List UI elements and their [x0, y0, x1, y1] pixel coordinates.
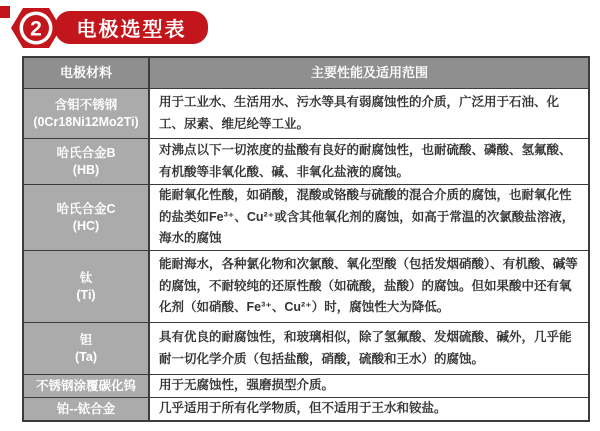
table-row	[24, 88, 588, 138]
table-row	[24, 138, 588, 184]
material-name: 含钼不锈钢	[54, 97, 118, 112]
material-subtitle: (HC)	[72, 218, 100, 233]
description-text: 能耐海水，各种氯化物和次氯酸、氧化型酸（包括发烟硝酸）、有机酸、碱等的腐蚀，不耐较纯的还原性酸（如硫酸，盐酸）的腐蚀。但如果酸中还有氧化剂（如硝酸、Fe³⁺、Cu²⁺）时，腐蚀性大为降低。	[159, 257, 578, 315]
table-row	[24, 322, 588, 374]
electrode-selection-table	[22, 56, 590, 422]
material-cell	[24, 323, 150, 374]
description-cell	[150, 89, 588, 138]
material-name: 钛	[79, 270, 93, 285]
material-name: 钽	[79, 332, 93, 347]
material-subtitle: (Ta)	[75, 349, 97, 364]
description-cell	[150, 185, 588, 250]
header-performance	[150, 58, 588, 88]
table-row	[24, 250, 588, 322]
title-banner	[55, 11, 208, 44]
material-cell	[24, 139, 150, 184]
material-cell	[24, 89, 150, 138]
table-header-row	[24, 58, 588, 88]
table-row	[24, 397, 588, 420]
description-text: 对沸点以下一切浓度的盐酸有良好的耐腐蚀性，也耐硫酸、磷酸、氢氟酸、有机酸等非氧化酸、碱、非氧化盐液的腐蚀。	[159, 143, 572, 179]
material-name: 哈氏合金B	[56, 145, 116, 160]
description-text: 用于工业水、生活用水、污水等具有弱腐蚀性的介质，广泛用于石油、化工、尿素、维尼纶等工业。	[159, 95, 560, 131]
material-cell	[24, 375, 150, 397]
material-cell	[24, 398, 150, 420]
description-cell	[150, 251, 588, 322]
description-text: 具有优良的耐腐蚀性，和玻璃相似，除了氢氟酸、发烟硫酸、碱外，几乎能耐一切化学介质（包括盐酸，硝酸，硫酸和王水）的腐蚀。	[159, 330, 572, 366]
material-subtitle: (HB)	[72, 162, 100, 177]
header-performance-label: 主要性能及适用范围	[310, 65, 428, 81]
badge-number: 2	[30, 17, 42, 41]
material-name: 不锈钢涂覆碳化钨	[35, 378, 136, 393]
material-name: 铂--铱合金	[56, 401, 116, 416]
material-subtitle: (0Cr18Ni12Mo2Ti)	[33, 114, 139, 129]
material-name: 哈氏合金C	[56, 201, 116, 216]
page-title: 电极选型表	[76, 19, 187, 41]
table-row	[24, 374, 588, 397]
description-cell	[150, 398, 588, 420]
description-text: 用于无腐蚀性，强磨损型介质。	[159, 378, 335, 393]
description-cell	[150, 375, 588, 397]
material-subtitle: (Ti)	[76, 287, 96, 302]
description-text: 能耐氧化性酸，如硝酸，混酸或铬酸与硫酸的混合介质的腐蚀，也耐氧化性的盐类如Fe³⁺、Cu²⁺或含其他氧化剂的腐蚀，如高于常温的次氯酸盐溶液，海水的腐蚀	[159, 188, 575, 246]
material-cell	[24, 185, 150, 250]
description-cell	[150, 323, 588, 374]
description-cell	[150, 139, 588, 184]
header-material: 电极材料	[24, 58, 150, 88]
table-row	[24, 184, 588, 250]
corner-accent	[0, 6, 10, 18]
description-text: 几乎适用于所有化学物质，但不适用于王水和铵盐。	[159, 401, 447, 416]
material-cell	[24, 251, 150, 322]
